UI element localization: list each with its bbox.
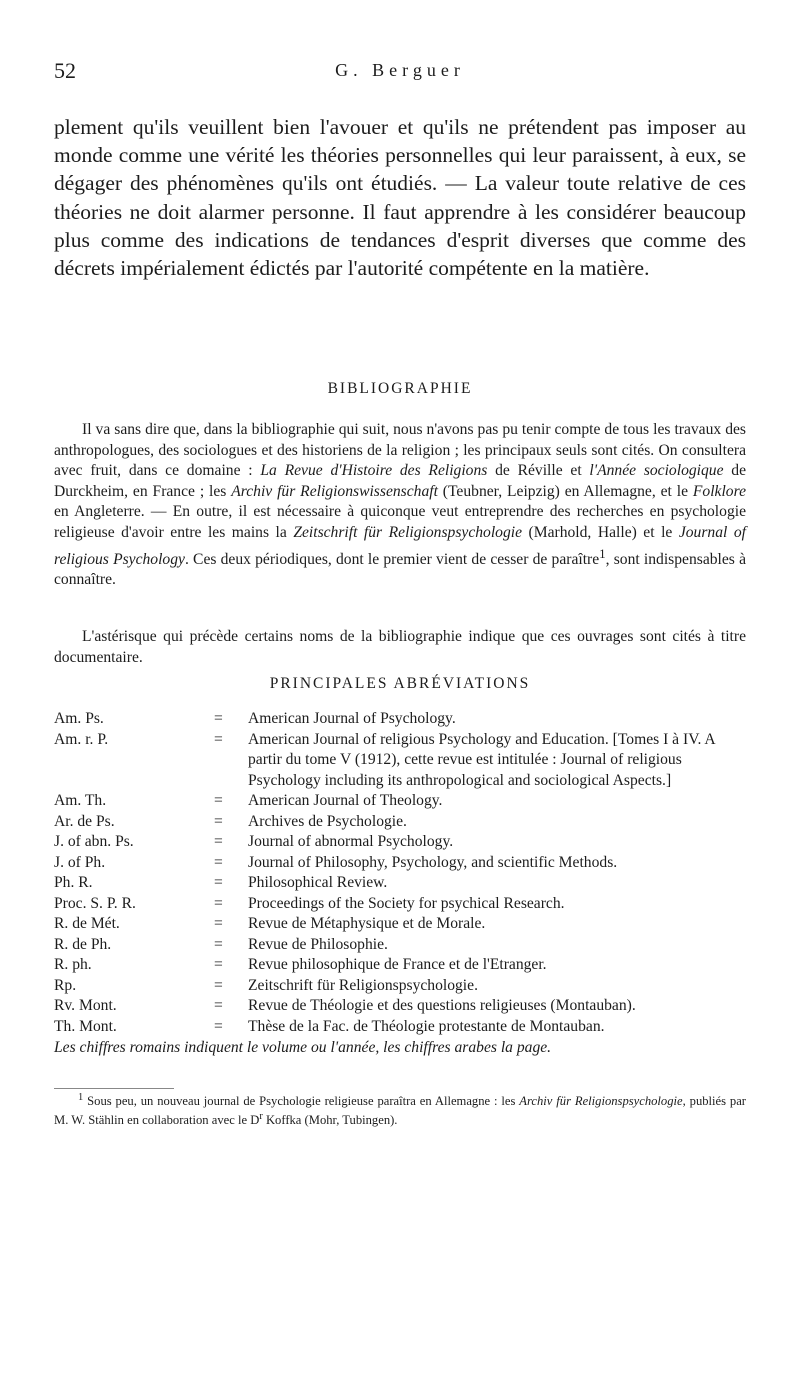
abbrev-row: Am. r. P. = American Journal of religious Psychology and Education. [Tomes I à IV. A partir du tome V (1912), cette revue est intitulée : Journal of religious Psychology including its anthropological and sociological Aspects.] — [54, 730, 715, 789]
abbreviations-list — [54, 709, 746, 1037]
annee-title: l'Année sociologique — [589, 462, 724, 480]
footnote-ref: 1 — [599, 545, 606, 561]
footnote-rule — [54, 1088, 174, 1089]
abbrev-row: Rv. Mont. = Revue de Théologie et des questions religieuses (Montauban). — [54, 997, 636, 1014]
abbrev-row: Am. Ps. = American Journal of Psychology. — [54, 710, 456, 727]
journal-title: Journal of religious Psychology — [54, 523, 746, 568]
revue-title: La Revue d'Histoire des Religions — [260, 462, 488, 480]
footnote: $^1$ Sous peu, un nouveau journal de Psychologie religieuse paraîtra en Allemagne : les Archiv für Religionspsychologie, publiés par M. W. Stählin en collaboration avec le $D^r$ Koffka (Mohr, Tubingen). — [54, 1092, 747, 1128]
abbrev-row: R. de Ph. = Revue de Philosophie. — [54, 935, 388, 953]
body-paragraph: plement qu'ils veuillent bien l'avouer et qu'ils ne prétendent pas imposer au monde comme une vérité les théories personnelles qui leur paraissent, à eux, se dégager des phénomènes qu'ils ont étudiés. — La valeur toute relative de ces théories ne doit alarmer personne. Il faut apprendre à les considérer beaucoup plus comme des indications de tendances d'esprit diverses que comme des décrets impérialement édictés par l'autorité compétente en la matière. — [54, 115, 746, 281]
asterisk-note: L'astérisque qui précède certains noms de la bibliographie indique que ces ouvrages sont cités à titre documentaire. — [54, 628, 746, 666]
abbrev-row: J. of abn. Ps. = Journal of abnormal Psychology. — [54, 833, 454, 850]
folklore-title: Folklore — [692, 482, 746, 500]
page-header — [54, 58, 746, 88]
abbrev-row: R. de Mét. = Revue de Métaphysique et de Morale. — [54, 915, 486, 932]
bibliography-heading: BIBLIOGRAPHIE — [327, 380, 473, 397]
bibliography-paragraph: Il va sans dire que, dans la bibliographie qui suit, nous n'avons pas pu tenir compte de tous les travaux des anthropologues, des sociologues et des historiens de la religion ; les principaux seuls sont cités. On consultera avec fruit, dans ce domaine : La Revue d'Histoire des Religions de Réville et l'Année sociologique de Durckheim, en France ; les Archiv für Religionswissenschaft (Teubner, Leipzig) en Allemagne, et le Folklore en Angleterre. — En outre, il est nécessaire à quiconque veut entreprendre des recherches en psychologie religieuse d'avoir entre les mains la Zeitschrift für Religionspsychologie (Marhold, Halle) et le Journal of religious Psychology. Ces deux périodiques, dont le premier vient de cesser de paraître$^1$, sont indispensables à connaître. — [54, 421, 746, 589]
abbrev-row: Proc. S. P. R. = Proceedings of the Society for psychical Research. — [54, 894, 565, 912]
abbrev-row: Ph. R. = Philosophical Review. — [54, 874, 388, 891]
abbrev-row: R. ph. = Revue philosophique de France et de l'Etranger. — [54, 956, 547, 973]
running-head: G. Berguer — [335, 60, 465, 80]
abbrev-row: Rp. = Zeitschrift für Religionspsychologie. — [54, 976, 478, 994]
abbrev-row: Ar. de Ps. = Archives de Psychologie. — [54, 812, 407, 830]
page-number: 52 — [54, 58, 76, 83]
abbrev-row: Th. Mont. = Thèse de la Fac. de Théologie protestante de Montauban. — [54, 1017, 605, 1035]
numerals-note: Les chiffres romains indiquent le volume ou l'année, les chiffres arabes la page. — [54, 1039, 552, 1056]
abbrev-row: Am. Th. = American Journal of Theology. — [54, 792, 443, 809]
zeitschrift-title: Zeitschrift für Religionspsychologie — [293, 523, 523, 541]
abbrev-row: J. of Ph. = Journal of Philosophy, Psychology, and scientific Methods. — [54, 853, 618, 871]
abbreviations-heading: PRINCIPALES ABRÉVIATIONS — [269, 675, 531, 692]
archiv-title: Archiv für Religionswissenschaft — [231, 482, 438, 500]
